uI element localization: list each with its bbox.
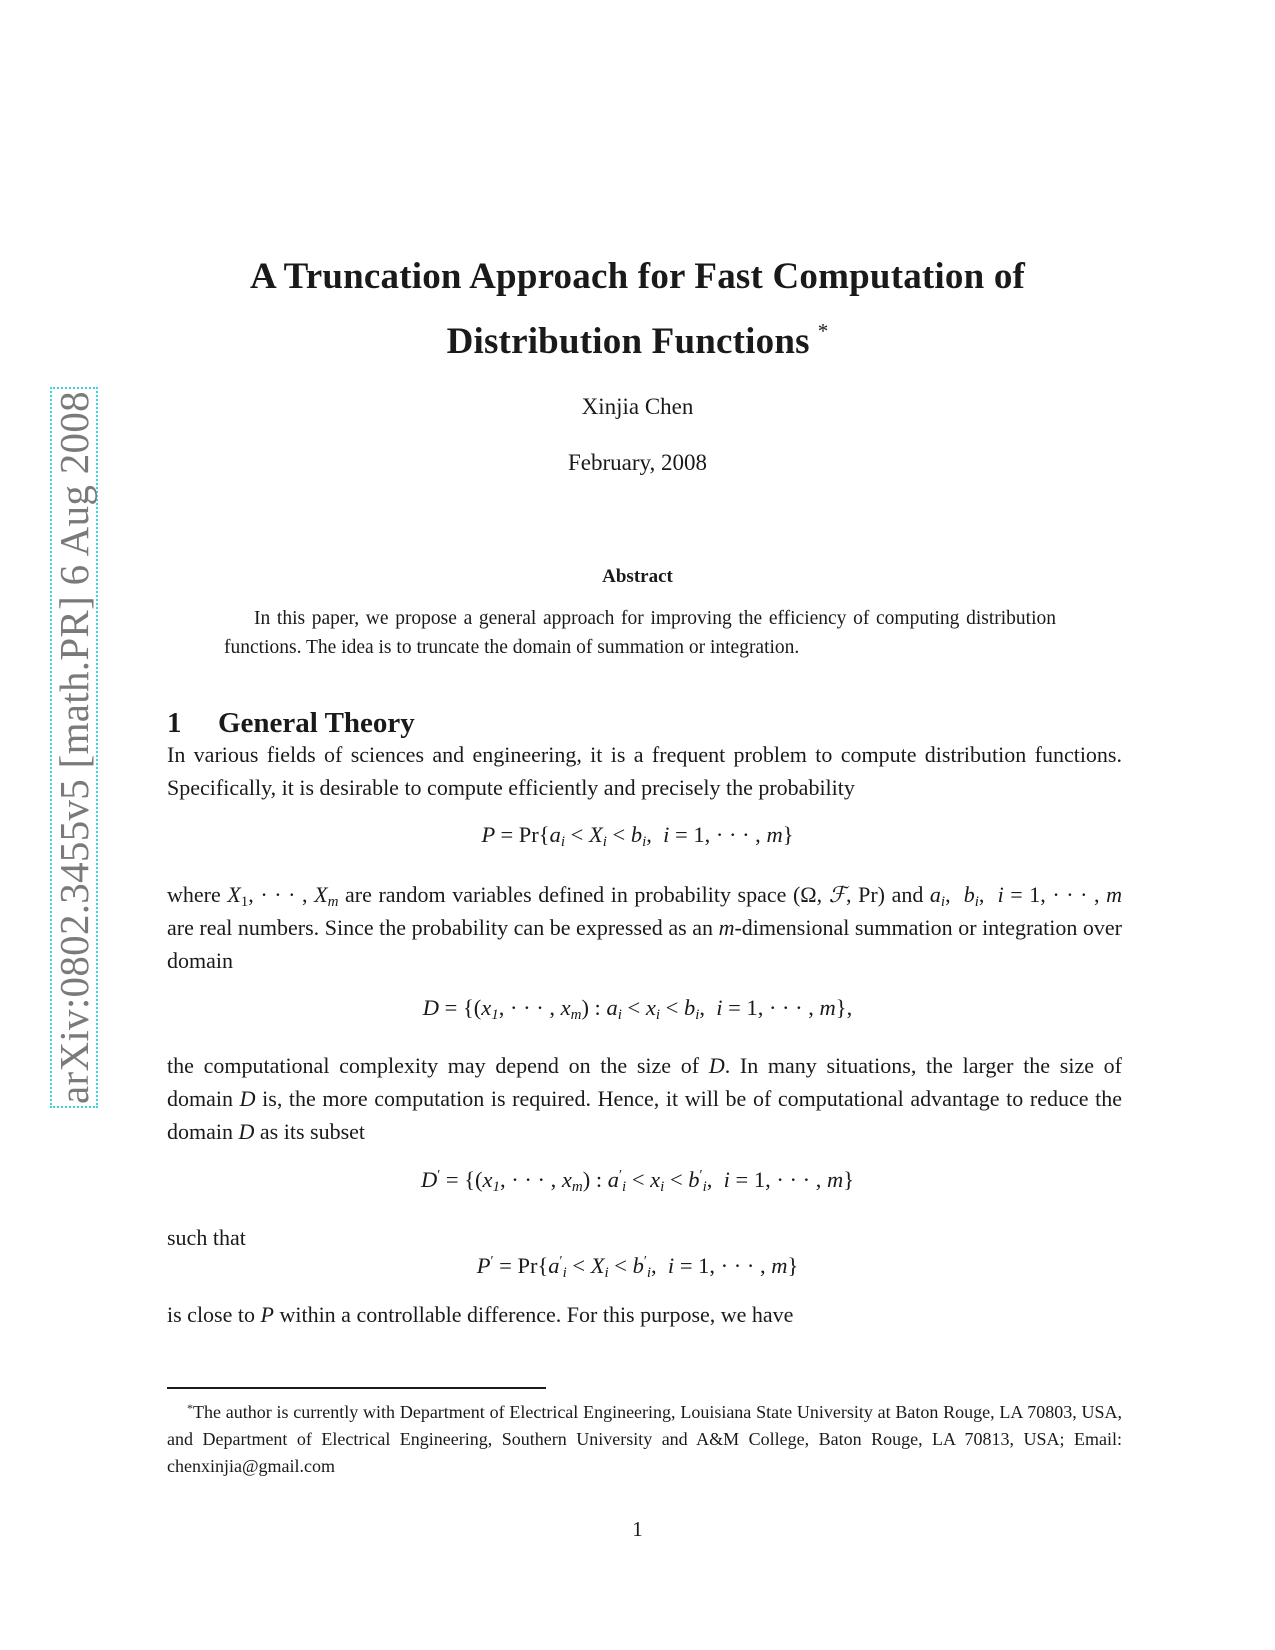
paragraph-1: In various fields of sciences and engineering, it is a frequent problem to compute distribution functions. Specifically, it is desirable to compute efficiently and precisely the probability bbox=[167, 742, 1122, 800]
page-number: 1 bbox=[632, 1517, 643, 1541]
paragraph-2-text-b: are random variables defined in probability space bbox=[345, 882, 787, 907]
paragraph-2: where $X_1$, · · · , $X_m$ are random variables defined in probability space (Ω, ℱ, Pr) and $a_i$, $b_i$, i = 1, · · · , m are real numbers. Since the probability can be expressed as an m-dimensional summation or integration over domain bbox=[167, 882, 1123, 973]
paragraph-5-text-b: within a controllable difference. For this purpose, we have bbox=[279, 1302, 794, 1327]
footnote-mark: * bbox=[187, 1401, 193, 1415]
equation-p: $P = Pr\{a_i < X_i < b_i$, i = 1, · · · , m} bbox=[481, 822, 794, 850]
equation-p-prime: $P' = Pr\{a'_i < X_i < b'_i$, i = 1, · · · , m} bbox=[476, 1253, 799, 1281]
paragraph-2-text-d: are real numbers. Since the probability can be expressed as an bbox=[167, 915, 713, 940]
paper-title bbox=[160, 250, 1115, 369]
paragraph-3-text-c: is, the more computation is required. Hence, it will be of computational advantage to reduce the domain bbox=[167, 1086, 1123, 1144]
section-heading bbox=[167, 707, 415, 740]
abstract-heading: Abstract bbox=[602, 566, 673, 587]
paragraph-3-text-a: the computational complexity may depend on the size of bbox=[167, 1053, 700, 1078]
publication-date: February, 2008 bbox=[567, 450, 708, 475]
paragraph-4: such that bbox=[167, 1225, 246, 1250]
section-title: General Theory bbox=[218, 707, 415, 739]
paragraph-3-text-b: . In many situations, the larger the size of domain bbox=[167, 1053, 1122, 1111]
title-line-2-text: Distribution Functions bbox=[446, 321, 810, 362]
title-line-1: A Truncation Approach for Fast Computation of bbox=[249, 256, 1026, 297]
title-line-2 bbox=[160, 304, 1115, 369]
equation-d-prime: $D' = \{(x_1$, · · · , $x_m$) : $a'_i < x_i < b'_i$, i = 1, · · · , m} bbox=[420, 1167, 855, 1195]
abstract-text: In this paper, we propose a general approach for improving the efficiency of computing distribution functions. The idea is to truncate the domain of summation or integration. bbox=[224, 608, 1056, 658]
paragraph-2-text-c: and bbox=[891, 882, 924, 907]
paragraph-5-text-a: is close to bbox=[167, 1302, 255, 1327]
paragraph-3-text-d: as its subset bbox=[259, 1119, 366, 1144]
footnote-rule bbox=[167, 1387, 546, 1389]
arxiv-stamp[interactable]: arXiv:0802.3455v5 [math.PR] 6 Aug 2008 bbox=[50, 387, 98, 1108]
title-footnote-mark: * bbox=[817, 319, 829, 343]
paragraph-5: is close to P within a controllable difference. For this purpose, we have bbox=[167, 1302, 794, 1327]
equation-d: $D = \{(x_1$, · · · , $x_m$) : $a_i < x_i < b_i$, i = 1, · · · , m}, bbox=[422, 995, 853, 1023]
paragraph-2-text-e: -dimensional summation or integration over domain bbox=[167, 915, 1123, 973]
footnote bbox=[167, 1399, 1122, 1480]
paragraph-3: the computational complexity may depend on the size of D. In many situations, the larger the size of domain D is, the more computation is required. Hence, it will be of computational advantage to reduce the domain D as its subset bbox=[167, 1053, 1123, 1144]
section-number: 1 bbox=[167, 707, 182, 739]
author-name: Xinjia Chen bbox=[581, 394, 694, 419]
abstract-body bbox=[224, 604, 1056, 662]
paragraph-2-text-a: where bbox=[167, 882, 221, 907]
footnote-text: The author is currently with Department of Electrical Engineering, Louisiana State University at Baton Rouge, LA 70803, USA, and Department of Electrical Engineering, Southern University and A&M College, Baton Rouge, LA 70813, USA; Email: chenxinjia@gmail.com bbox=[167, 1402, 1122, 1476]
